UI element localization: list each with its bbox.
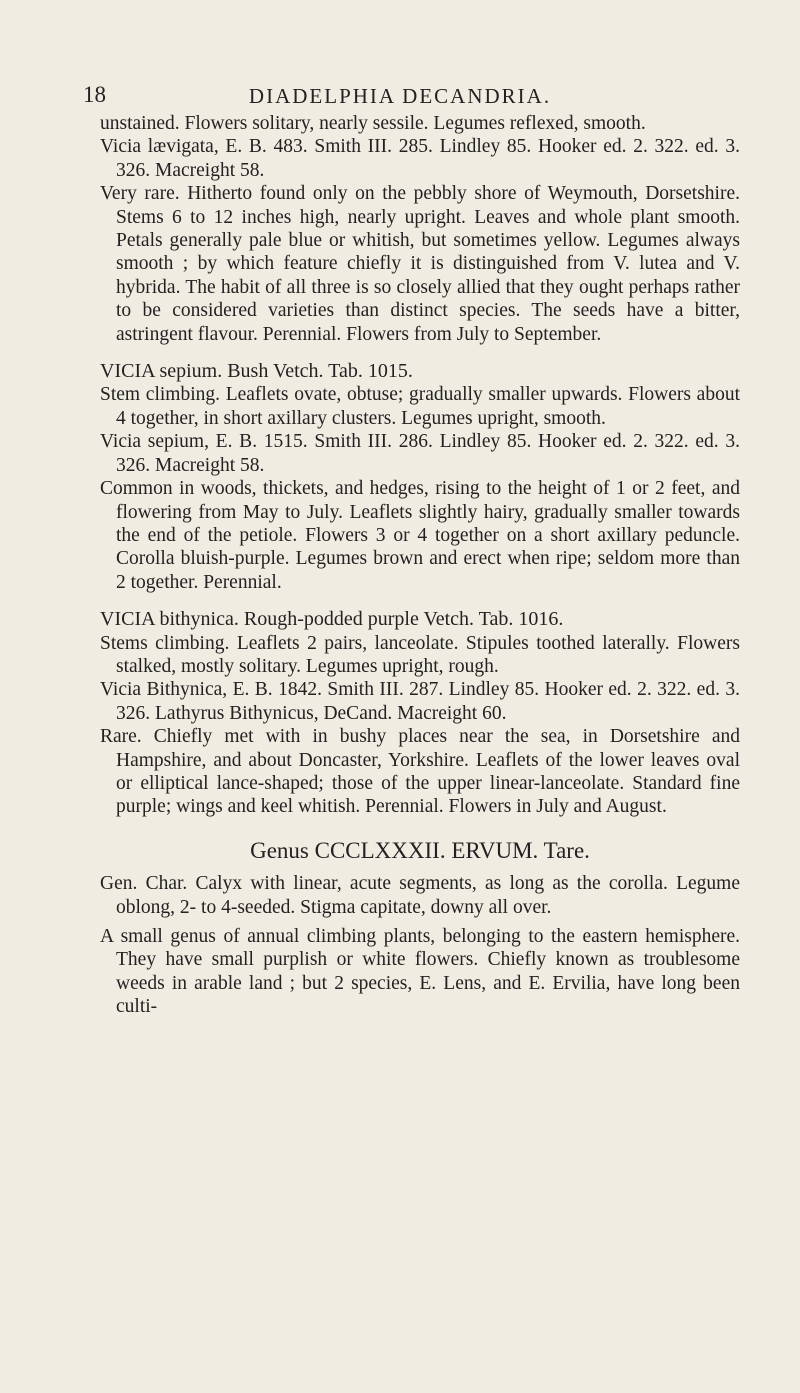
- generic-character: Gen. Char. Calyx with linear, acute segments, as long as the corolla. Legume oblong, 2- to 4-seeded. Stigma capitate, downy all over.: [100, 873, 740, 918]
- synonymy: Vicia Bithynica, E. B. 1842. Smith III. 287. Lindley 85. Hooker ed. 2. 322. ed. 3. 326. Lathyrus Bithynicus, DeCand. Macreight 60.: [100, 679, 740, 724]
- paragraph: Very rare. Hitherto found only on the pebbly shore of Weymouth, Dorsetshire. Stems 6 to 12 inches high, nearly upright. Leaves and whole plant smooth. Petals generally pale blue or whitish, but sometimes yellow. Legumes always smooth ; by which feature chiefly it is distinguished from V. lutea and V. hybrida. The habit of all three is so closely allied that they ought perhaps rather to be considered varieties than distinct species. The seeds have a bitter, astringent flavour. Perennial. Flowers from July to September.: [100, 183, 740, 345]
- synonymy: Vicia sepium, E. B. 1515. Smith III. 286. Lindley 85. Hooker ed. 2. 322. ed. 3. 326. Macreight 58.: [100, 431, 740, 476]
- paragraph: A small genus of annual climbing plants, belonging to the eastern hemisphere. They have small purplish or white flowers. Chiefly known as troublesome weeds in arable land ; but 2 species, E. Lens, and E. Ervilia, have long been culti-: [100, 926, 740, 1018]
- paragraph: Rare. Chiefly met with in bushy places near the sea, in Dorsetshire and Hampshire, and about Doncaster, Yorkshire. Leaflets of the lower leaves oval or elliptical lance-shaped; those of the upper linear-lanceolate. Standard fine purple; wings and keel whitish. Perennial. Flowers in July and August.: [100, 726, 740, 818]
- page-body: [100, 112, 740, 1019]
- paragraph: Common in woods, thickets, and hedges, rising to the height of 1 or 2 feet, and flowering from May to July. Leaflets slightly hairy, gradually smaller towards the end of the petiole. Flowers 3 or 4 together on a short axillary peduncle. Corolla bluish-purple. Legumes brown and erect when ripe; seldom more than 2 together. Perennial.: [100, 478, 740, 593]
- diagnosis: Stems climbing. Leaflets 2 pairs, lanceolate. Stipules toothed laterally. Flowers stalked, mostly solitary. Legumes upright, rough.: [100, 632, 740, 677]
- diagnosis: Stem climbing. Leaflets ovate, obtuse; gradually smaller upwards. Flowers about 4 together, in short axillary clusters. Legumes upright, smooth.: [100, 384, 740, 429]
- paragraph: unstained. Flowers solitary, nearly sessile. Legumes reflexed, smooth.: [100, 113, 646, 134]
- species-heading: VICIA bithynica. Rough-podded purple Vetch. Tab. 1016.: [100, 608, 564, 631]
- genus-heading: Genus CCCLXXXII. ERVUM. Tare.: [250, 837, 590, 863]
- synonymy: Vicia lævigata, E. B. 483. Smith III. 285. Lindley 85. Hooker ed. 2. 322. ed. 3. 326. Macreight 58.: [100, 136, 740, 181]
- running-title: DIADELPHIA DECANDRIA.: [248, 84, 552, 108]
- species-heading: VICIA sepium. Bush Vetch. Tab. 1015.: [100, 360, 413, 383]
- page-number: 18: [83, 82, 106, 107]
